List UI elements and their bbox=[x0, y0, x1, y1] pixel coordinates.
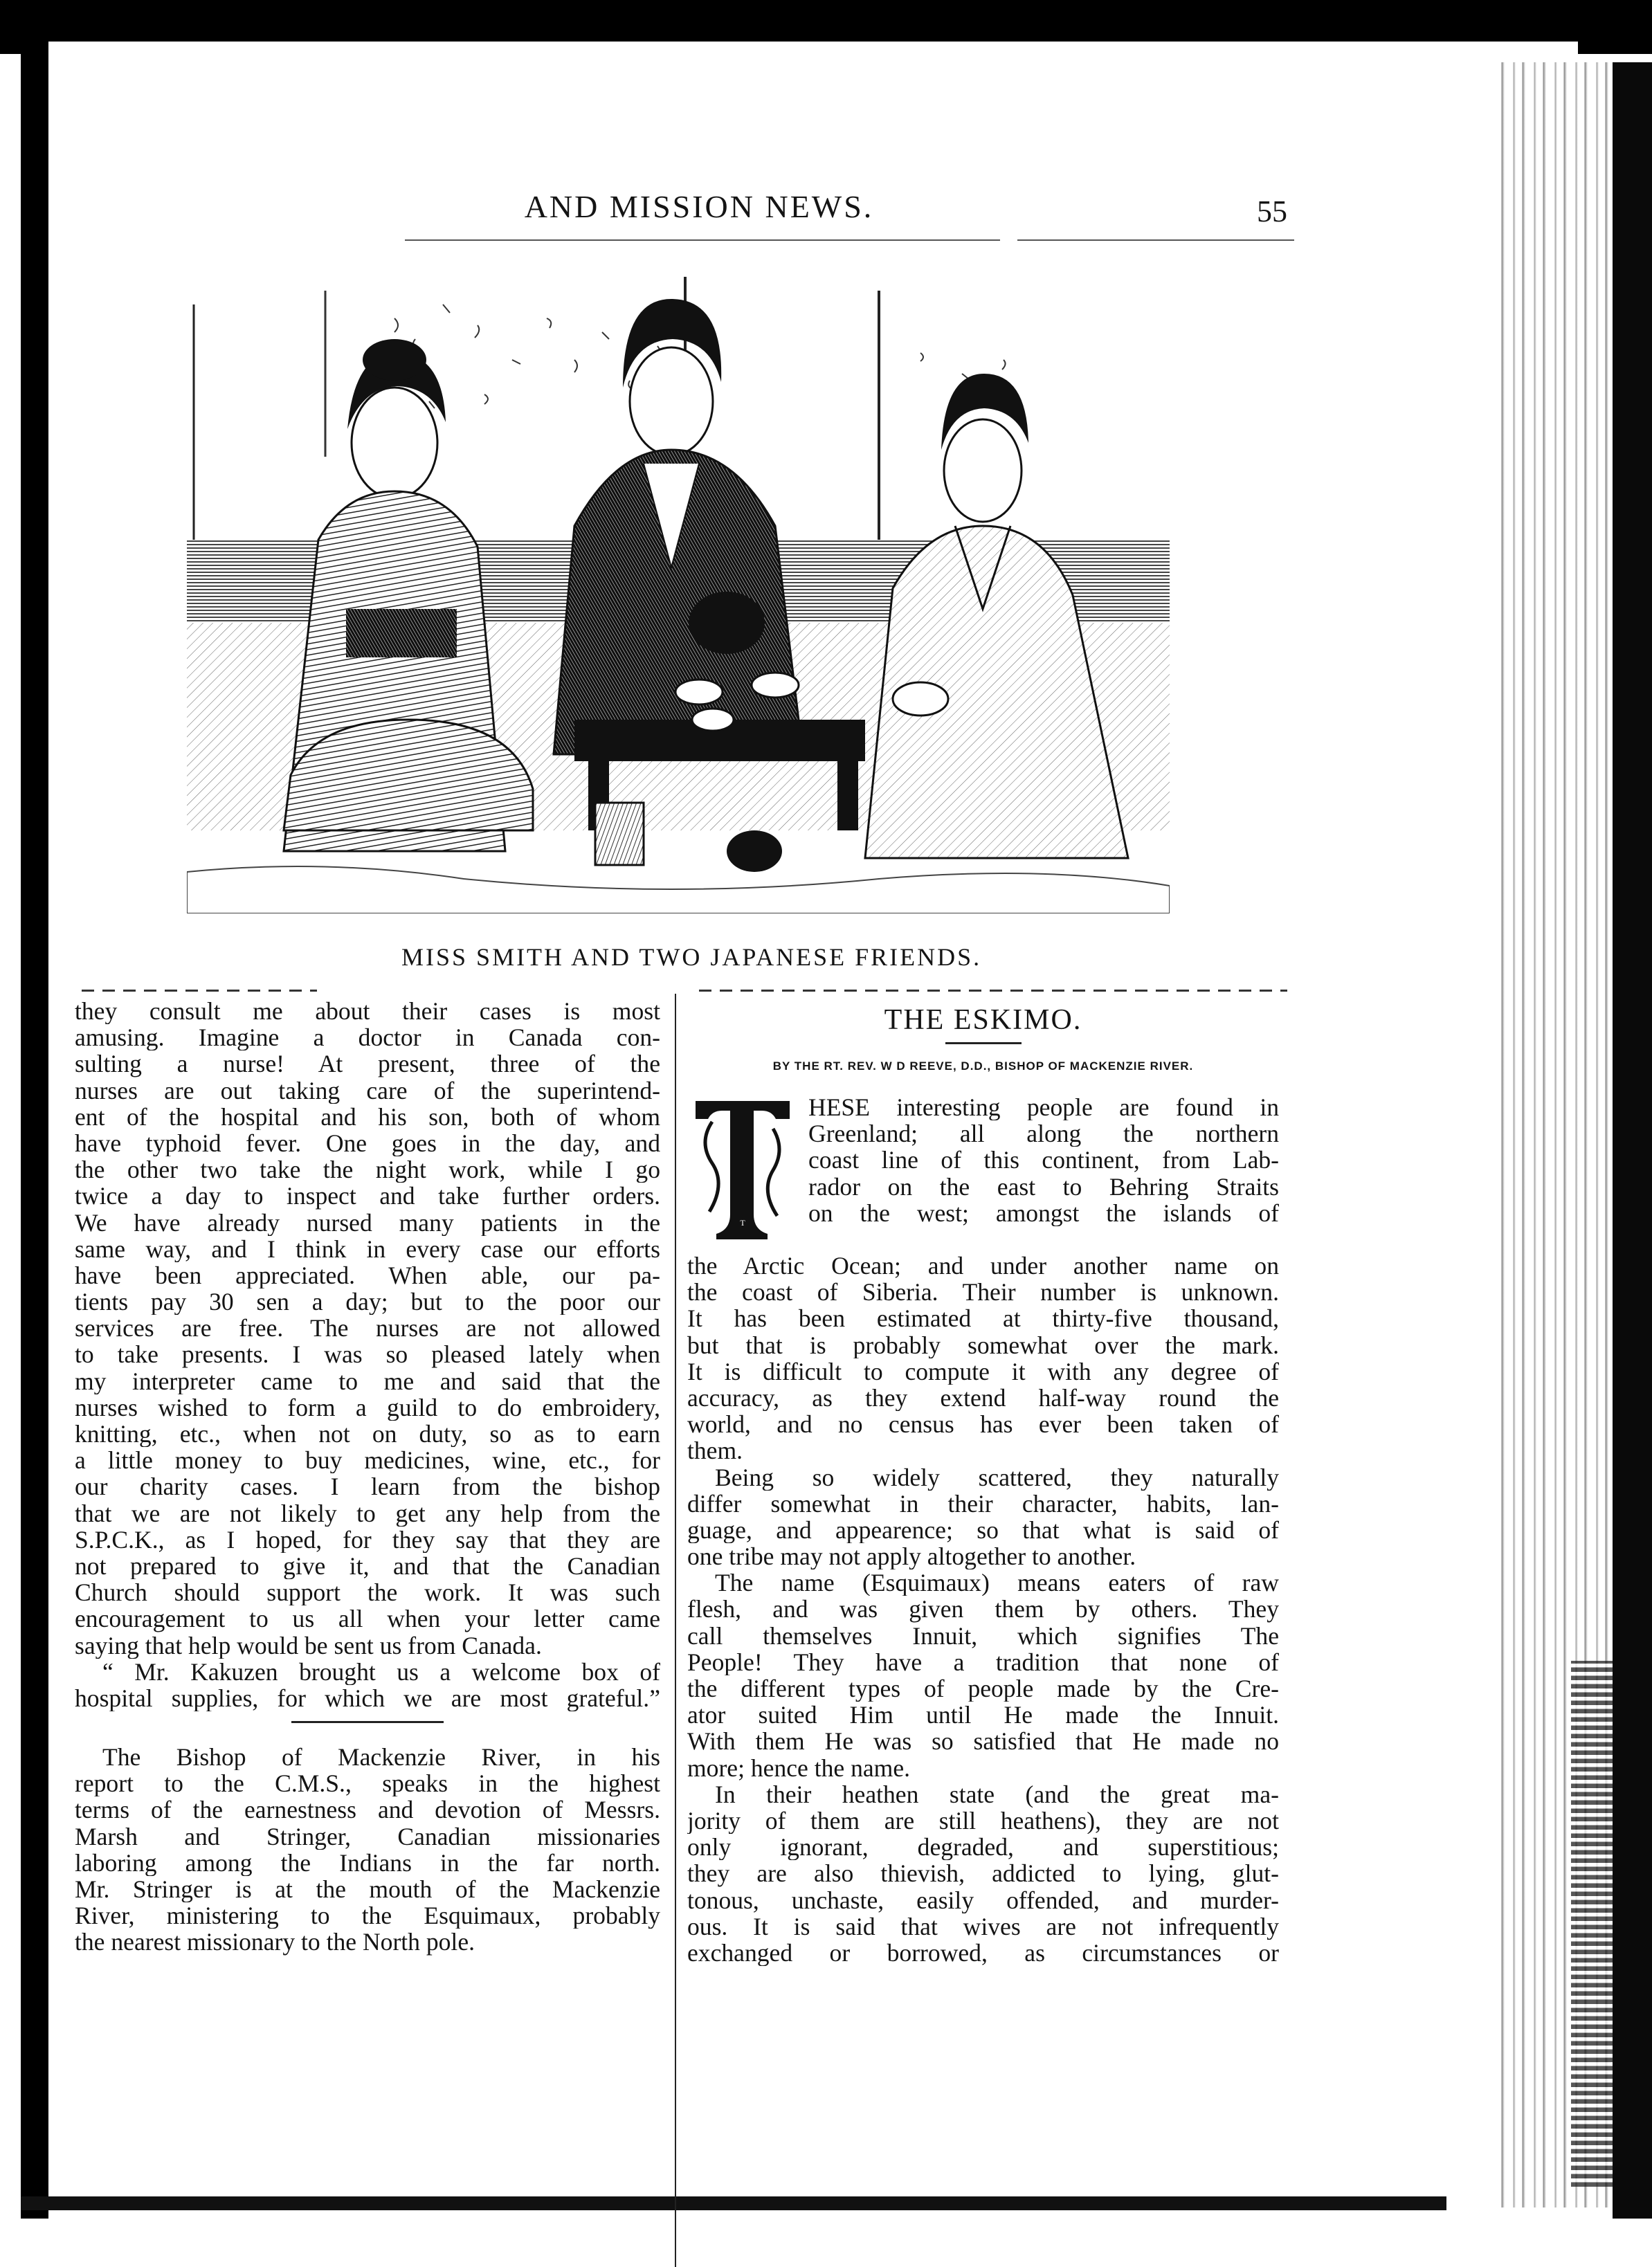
text-line: knitting, etc., when not on duty, so as to earn bbox=[75, 1421, 660, 1448]
dropcap-letter: T bbox=[740, 1218, 745, 1228]
opening-paragraph bbox=[687, 1094, 1279, 1253]
text-line: Greenland; all along the northern bbox=[808, 1120, 1279, 1147]
column-divider bbox=[675, 994, 676, 2267]
illustration-caption: MISS SMITH AND TWO JAPANESE FRIENDS. bbox=[401, 943, 982, 971]
text-line: more; hence the name. bbox=[687, 1754, 911, 1781]
text-line: call themselves Innuit, which signifies The bbox=[687, 1622, 1279, 1649]
text-line: Being so widely scattered, they naturally bbox=[715, 1464, 1279, 1491]
scan-border-gap bbox=[48, 42, 1578, 54]
text-line: coast line of this continent, from Lab- bbox=[808, 1147, 1279, 1174]
text-line: Church should support the work. It was such bbox=[75, 1579, 660, 1606]
text-line: jority of them are still heathens), they are not bbox=[687, 1807, 1279, 1834]
scan-border-left bbox=[21, 42, 48, 2219]
text-line: hospital supplies, for which we are most grateful.” bbox=[75, 1684, 660, 1712]
text-line: not prepared to give it, and that the Canadian bbox=[75, 1552, 660, 1580]
title-rule bbox=[945, 1042, 1022, 1044]
text-line: a little money to buy medicines, wine, etc., for bbox=[75, 1447, 660, 1474]
text-line: only ignorant, degraded, and superstitious; bbox=[687, 1834, 1279, 1861]
text-line: world, and no census has ever been taken of bbox=[687, 1411, 1279, 1438]
text-line: River, ministering to the Esquimaux, probably bbox=[75, 1902, 660, 1929]
section-rule bbox=[291, 1721, 444, 1723]
text-line: tients pay 30 sen a day; but to the poor our bbox=[75, 1289, 660, 1315]
caption-rule-right bbox=[699, 990, 1287, 992]
paragraph-continued bbox=[75, 998, 660, 1659]
text-line: laboring among the Indians in the far north. bbox=[75, 1849, 660, 1876]
left-column bbox=[75, 998, 660, 1956]
article-title: THE ESKIMO. bbox=[884, 1004, 1082, 1036]
text-line: sulting a nurse! At present, three of the bbox=[75, 1050, 660, 1077]
text-line: guage, and appearence; so that what is said of bbox=[687, 1516, 1279, 1544]
text-line: It is difficult to compute it with any degree of bbox=[687, 1358, 1279, 1385]
text-line: differ somewhat in their character, habits, lan- bbox=[687, 1490, 1279, 1517]
text-line: on the west; amongst the islands of bbox=[808, 1199, 1279, 1226]
text-line: twice a day to inspect and take further orders. bbox=[75, 1183, 660, 1210]
text-line: nurses are out taking care of the superintend- bbox=[75, 1077, 660, 1104]
text-line: the nearest missionary to the North pole. bbox=[75, 1929, 475, 1956]
paragraph-continued bbox=[687, 1253, 1279, 1464]
text-line: rador on the east to Behring Straits bbox=[808, 1173, 1279, 1200]
text-line: same way, and I think in every case our efforts bbox=[75, 1235, 660, 1262]
text-line: HESE interesting people are found in bbox=[808, 1094, 1279, 1121]
text-line: saying that help would be sent us from Canada. bbox=[75, 1632, 542, 1659]
text-line: my interpreter came to me and said that the bbox=[75, 1367, 660, 1394]
text-line: It has been estimated at thirty-five thousand, bbox=[687, 1305, 1279, 1332]
text-line: accuracy, as they extend half-way round the bbox=[687, 1384, 1279, 1412]
text-line: one tribe may not apply altogether to another. bbox=[687, 1543, 1136, 1570]
text-line: but that is probably somewhat over the mark. bbox=[687, 1331, 1279, 1358]
scan-border-right bbox=[1613, 62, 1652, 2219]
ornamental-dropcap-t bbox=[691, 1094, 794, 1239]
text-line: The Bishop of Mackenzie River, in his bbox=[102, 1744, 660, 1771]
article-byline: BY THE RT. REV. W D REEVE, D.D., BISHOP OF MACKENZIE RIVER. bbox=[772, 1059, 1194, 1073]
text-line: that we are not likely to get any help from the bbox=[75, 1500, 660, 1527]
text-line: With them He was so satisfied that He made no bbox=[687, 1728, 1279, 1755]
text-line: they consult me about their cases is most bbox=[75, 998, 660, 1025]
text-line: terms of the earnestness and devotion of Messrs. bbox=[75, 1796, 660, 1823]
text-line: the coast of Siberia. Their number is unknown. bbox=[687, 1279, 1279, 1306]
text-line: have typhoid fever. One goes in the day, and bbox=[75, 1129, 660, 1157]
text-line: report to the C.M.S., speaks in the highest bbox=[75, 1770, 660, 1797]
paragraph bbox=[75, 1659, 660, 1711]
text-line: amusing. Imagine a doctor in Canada con- bbox=[75, 1024, 660, 1051]
page-number: 55 bbox=[1257, 194, 1287, 228]
header-rule bbox=[405, 239, 1000, 241]
text-line: the Arctic Ocean; and under another name on bbox=[687, 1253, 1279, 1280]
text-line: encouragement to us all when your letter came bbox=[75, 1605, 660, 1632]
text-line: ous. It is said that wives are not infrequently bbox=[687, 1913, 1279, 1940]
text-line: the different types of people made by the Cre- bbox=[687, 1675, 1279, 1702]
right-column bbox=[687, 998, 1279, 1966]
text-line: they are also thievish, addicted to lying, glut- bbox=[687, 1860, 1279, 1887]
running-head: AND MISSION NEWS. bbox=[524, 189, 874, 224]
paragraph bbox=[75, 1744, 660, 1956]
paragraph bbox=[687, 1464, 1279, 1570]
text-line: ator suited Him until He made the Innuit. bbox=[687, 1702, 1279, 1729]
text-line: the other two take the night work, while I go bbox=[75, 1156, 660, 1183]
text-line: People! They have a tradition that none of bbox=[687, 1648, 1279, 1675]
text-line: nurses wished to form a guild to do embroidery, bbox=[75, 1394, 660, 1421]
caption-rule-left bbox=[82, 990, 317, 992]
text-line: ent of the hospital and his son, both of whom bbox=[75, 1103, 660, 1130]
text-line: Marsh and Stringer, Canadian missionaries bbox=[75, 1823, 660, 1850]
text-line: exchanged or borrowed, as circumstances or bbox=[687, 1939, 1279, 1967]
text-line: tonous, unchaste, easily offended, and murder- bbox=[687, 1886, 1279, 1913]
text-line: S.P.C.K., as I hoped, for they say that they are bbox=[75, 1526, 660, 1553]
engraving-illustration bbox=[187, 277, 1170, 913]
text-line: have been appreciated. When able, our pa- bbox=[75, 1262, 660, 1289]
header-rule-right bbox=[1017, 239, 1294, 241]
text-line: We have already nursed many patients in the bbox=[75, 1209, 660, 1236]
text-line: services are free. The nurses are not allowed bbox=[75, 1315, 660, 1342]
text-line: them. bbox=[687, 1437, 743, 1464]
text-line: The name (Esquimaux) means eaters of raw bbox=[715, 1569, 1279, 1596]
text-line: “ Mr. Kakuzen brought us a welcome box of bbox=[102, 1658, 660, 1685]
paragraph bbox=[687, 1781, 1279, 1966]
scan-edge-speckle bbox=[1571, 1661, 1613, 2187]
text-line: flesh, and was given them by others. They bbox=[687, 1596, 1279, 1623]
scan-border-bottom bbox=[21, 2196, 1446, 2210]
text-line: In their heathen state (and the great ma- bbox=[715, 1781, 1279, 1808]
text-line: to take presents. I was so pleased lately when bbox=[75, 1341, 660, 1368]
text-line: our charity cases. I learn from the bishop bbox=[75, 1473, 660, 1500]
paragraph bbox=[687, 1569, 1279, 1781]
text-line: Mr. Stringer is at the mouth of the Mackenzie bbox=[75, 1876, 660, 1903]
